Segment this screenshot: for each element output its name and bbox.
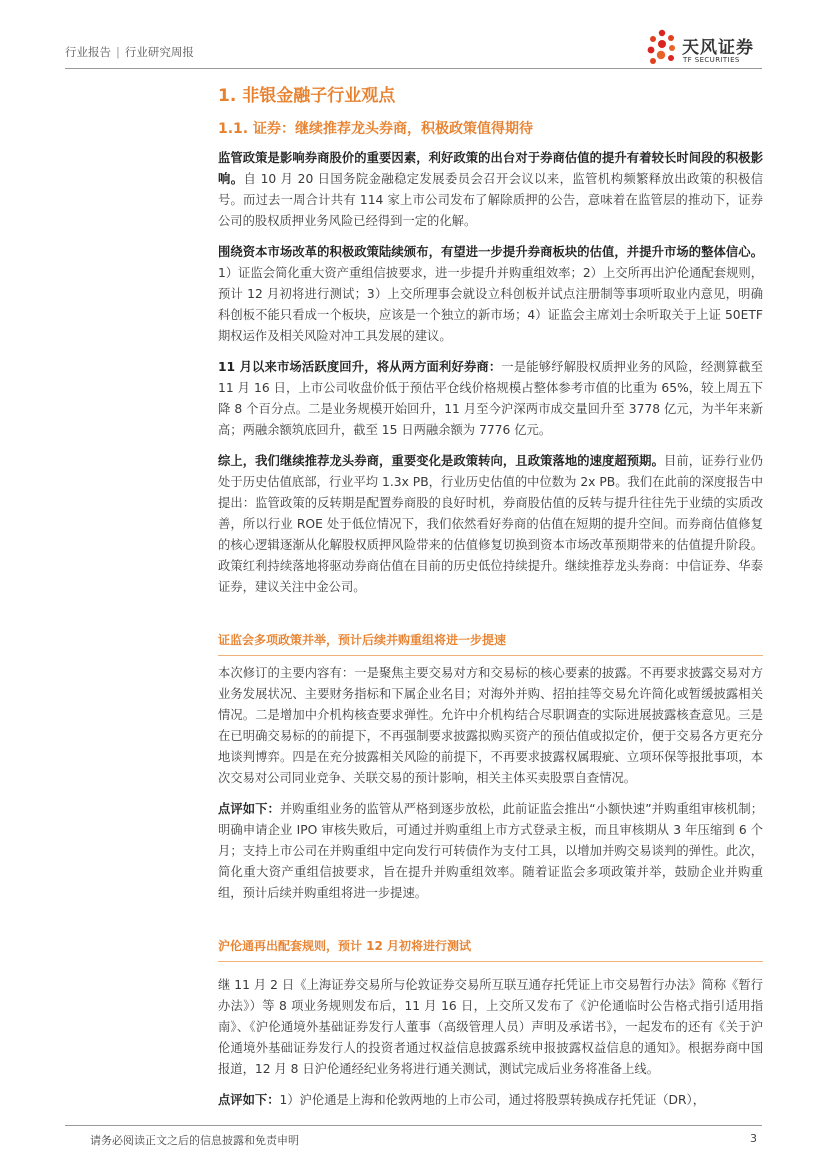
paragraph-conclusion	[218, 451, 763, 598]
paragraph-body: 1）证监会简化重大资产重组信披要求，进一步提升并购重组效率；2）上交所再出沪伦通配套规则，预计 12 月初将进行测试；3）上交所理事会就设立科创板并试点注册制等事项听取业内意见，明确科创板不能只看成一个板块，应该是一个独立的新市场；4）证监会主席刘士余听取关于上证 50ETF 期权运作及相关风险对冲工具发展的建议。	[218, 266, 763, 343]
footer-divider	[65, 1125, 762, 1126]
paragraph-lead: 围绕资本市场改革的积极政策陆续颁布，有望进一步提升券商板块的估值，并提升市场的整体信心。	[218, 245, 763, 259]
report-type-header	[65, 44, 194, 60]
paragraph-market-reform	[218, 242, 763, 347]
section-heading-1-1: 1.1. 证券：继续推荐龙头券商，积极政策值得期待	[218, 121, 533, 137]
paragraph-body: 本次修订的主要内容有：一是聚焦主要交易对方和交易标的核心要素的披露。不再要求披露交易对方业务发展状况、主要财务指标和下属企业名目；对海外并购、招拍挂等交易允许简化或暂缓披露相关情况。二是增加中介机构核查要求弹性。允许中介机构结合尽职调查的实际进展披露核查意见。三是在已明确交易标的的前提下，不再强制要求披露拟购买资产的预估值或拟定价，便于交易各方更充分地谈判博弈。四是在充分披露相关风险的前提下，不再要求披露权属瑕疵、立项环保等报批事项，本次交易对公司同业竞争、关联交易的预计影响，相关主体买卖股票自查情况。	[218, 666, 763, 785]
paragraph-body: 1）沪伦通是上海和伦敦两地的上市公司，通过将股票转换成存托凭证（DR），	[279, 1093, 705, 1107]
paragraph-body: 继 11 月 2 日《上海证券交易所与伦敦证券交易所互联互通存托凭证上市交易暂行办法》简称《暂行办法》）等 8 项业务规则发布后，11 月 16 日，上交所又发布了《沪伦通临时公告格式指引适用指南》、《沪伦通境外基础证券发行人董事（高级管理人员）声明及承诺书》，一起发布的还有《关于沪伦通境外基础证券发行人的投资者通过权益信息披露系统申报披露权益信息的通知》。根据券商中国报道，12 月 8 日沪伦通经纪业务将进行通关测试，测试完成后业务将准备上线。	[218, 978, 763, 1076]
paragraph-lead: 监管政策是影响券商股价的重要因素，利好政策的出台对于券商估值的提升有着较长时间段的积极影响。	[218, 151, 763, 186]
paragraph-connect-rules	[218, 975, 763, 1080]
paragraph-body: 一是能够纾解股权质押业务的风险，经测算截至 11 月 16 日，上市公司收盘价低于预估平仓线价格规模占整体参考市值的比重为 65%，较上周五下降 8 个百分点。二是业务规模开始回升，11 月至今沪深两市成交量回升至 3778 亿元，为半年来新高；两融余额筑底回升，截至 15 日两融余额为 7776 亿元。	[218, 360, 763, 437]
logo-chinese-name: 天风证券	[682, 38, 754, 58]
paragraph-revision-contents	[218, 663, 763, 789]
paragraph-body: 并购重组业务的监管从严格到逐步放松，此前证监会推出“小额快速”并购重组审核机制；明确申请企业 IPO 审核失败后，可通过并购重组上市方式登录主板，而且审核期从 3 年压缩到 6 个月；支持上市公司在并购重组中定向发行可转债作为支付工具，以增加并购交易谈判的弹性。此次，简化重大资产重组信披要求，旨在提升并购重组效率。随着证监会多项政策并举，鼓励企业并购重组，预计后续并购重组将进一步提速。	[218, 802, 763, 900]
commentary-label: 点评如下：	[218, 802, 280, 816]
report-category: 行业报告	[65, 45, 111, 59]
header-separator: |	[116, 45, 120, 59]
paragraph-commentary-ma	[218, 799, 763, 904]
subsection-title-csrc-policy: 证监会多项政策并举，预计后续并购重组将进一步提速	[218, 632, 763, 656]
paragraph-lead: 综上，我们继续推荐龙头券商，重要变化是政策转向，且政策落地的速度超预期。	[218, 454, 664, 468]
commentary-label: 点评如下：	[218, 1093, 280, 1107]
paragraph-lead: 11 月以来市场活跃度回升，将从两方面利好券商：	[218, 360, 502, 374]
header-divider	[65, 68, 762, 69]
logo-mark-icon	[643, 29, 677, 67]
paragraph-commentary-connect	[218, 1090, 763, 1111]
report-subcategory: 行业研究周报	[124, 45, 194, 59]
footer-disclaimer: 请务必阅读正文之后的信息披露和免责申明	[90, 1134, 299, 1147]
main-content	[218, 80, 763, 1121]
paragraph-market-activity	[218, 357, 763, 441]
logo-english-name: TF SECURITIES	[683, 56, 740, 64]
page-number: 3	[750, 1132, 757, 1145]
section-heading-1: 1. 非银金融子行业观点	[218, 86, 396, 106]
subsection-title-shanghai-london-connect: 沪伦通再出配套规则，预计 12 月初将进行测试	[218, 938, 763, 962]
paragraph-body: 自 10 月 20 日国务院金融稳定发展委员会召开会议以来，监管机构频繁释放出政策的积极信号。而过去一周合计共有 114 家上市公司发布了解除质押的公告，意味着在监管层的推动下，证券公司的股权质押业务风险已经得到一定的化解。	[218, 172, 763, 228]
paragraph-regulatory-policy	[218, 148, 763, 232]
paragraph-body: 目前，证券行业仍处于历史估值底部，行业平均 1.3x PB，行业历史估值的中位数为 2x PB。我们在此前的深度报告中提出：监管政策的反转期是配置券商股的良好时机，券商股估值的反转与提升往往先于业绩的实质改善，所以行业 ROE 处于低位情况下，我们依然看好券商的估值在短期的提升空间。而券商估值修复的核心逻辑逐渐从化解股权质押风险带来的估值修复切换到资本市场改革预期带来的估值提升阶段。政策红利持续落地将驱动券商估值在目前的历史低位持续提升。继续推荐龙头券商：中信证券、华泰证券，建议关注中金公司。	[218, 454, 763, 594]
